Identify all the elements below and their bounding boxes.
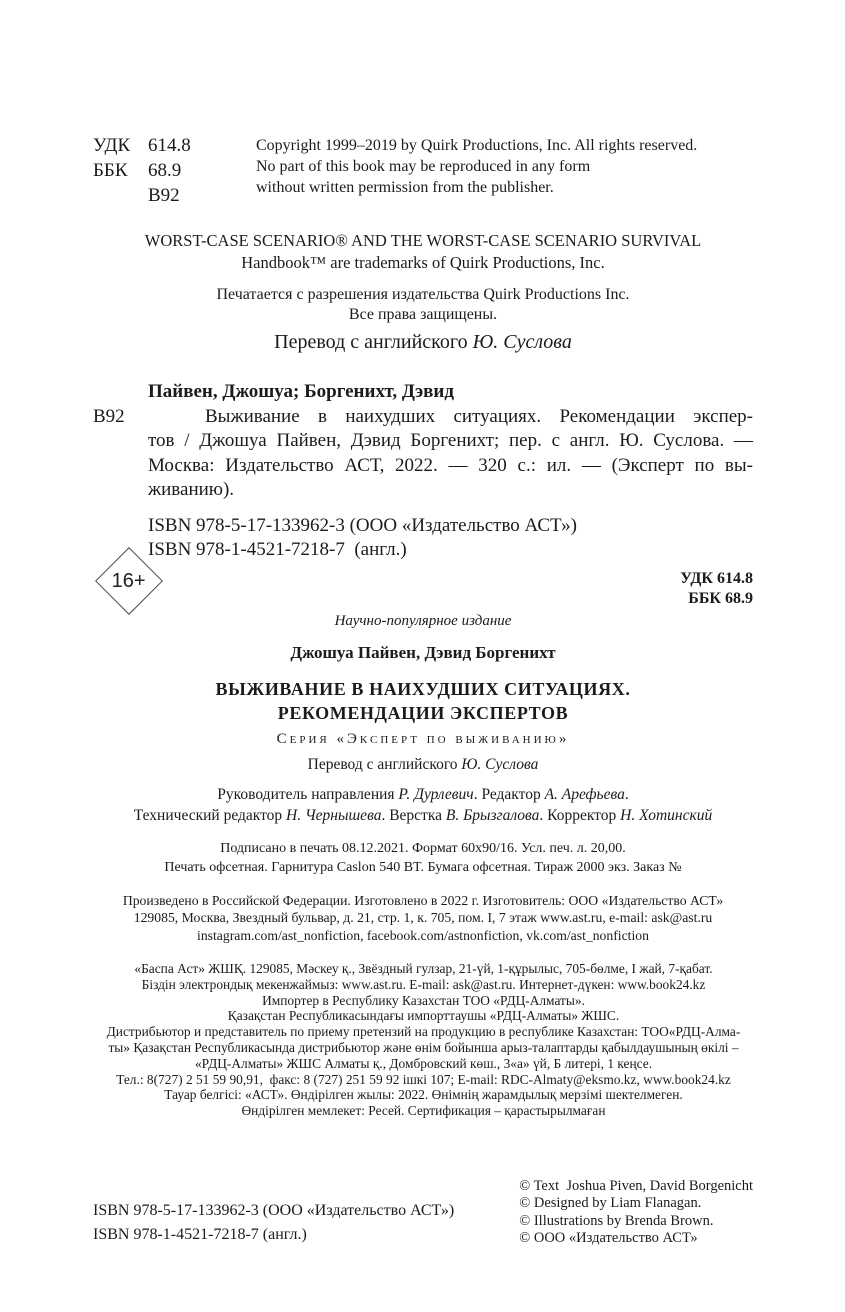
edition-block: [93, 613, 753, 826]
udk-right: УДК 614.8: [680, 569, 753, 587]
kz-line: «Баспа Аст» ЖШҚ. 129085, Мәскеу қ., Звёздный гулзар, 21-үй, 1-құрылыс, 705-бөлме, I жай, 7-қабат.: [134, 961, 713, 976]
kz-line: Тел.: 8(727) 2 51 59 90,91, факс: 8 (727) 251 59 92 ішкі 107; E-mail: RDC-Almaty@eksmo.kz, www.book24.kz: [116, 1071, 731, 1087]
copyright-line: © Illustrations by Brenda Brown.: [519, 1212, 714, 1229]
print-info: [93, 839, 753, 877]
trademark-line: WORST-CASE SCENARIO® AND THE WORST-CASE SCENARIO SURVIVAL: [144, 231, 702, 250]
copyright-line: without written permission from the publisher.: [256, 179, 554, 196]
permission-line: Печатается с разрешения издательства Quirk Productions Inc.: [216, 286, 630, 303]
staff-line: Технический редактор Н. Чернышева. Верстка В. Брызгалова. Корректор Н. Хотинский: [133, 806, 713, 824]
kz-line: Қазақстан Республикасындағы импорттаушы «РДЦ-Алматы» ЖШС.: [227, 1008, 620, 1024]
author-code-row: [93, 183, 256, 208]
isbn-line: ISBN 978-1-4521-7218-7 (англ.): [93, 1226, 307, 1244]
kz-line: Өндірілген мемлекет: Ресей. Сертификация – қарастырылмаған: [241, 1103, 606, 1119]
production-line: Произведено в Российской Федерации. Изготовлено в 2022 г. Изготовитель: ООО «Издательство АСТ»: [122, 892, 724, 908]
card-line: Выживание в наихудших ситуациях. Рекомендации экспер-: [205, 405, 753, 427]
print-info-line: Подписано в печать 08.12.2021. Формат 60x90/16. Усл. печ. л. 20,00.: [220, 840, 626, 856]
card-description: [148, 405, 753, 503]
kz-line: Біздін электрондық мекенжаймыз: www.ast.ru. E-mail: ask@ast.ru. Интернет-дүкен: www.book24.kz: [141, 976, 706, 992]
translator-name: Ю. Суслова: [472, 331, 572, 353]
trademark-line: Handbook™ are trademarks of Quirk Productions, Inc.: [241, 252, 605, 272]
age-rating-label: 16+: [112, 569, 146, 592]
footer-isbn-block: [93, 1199, 454, 1247]
isbn-line: ISBN 978-1-4521-7218-7 (англ.): [148, 539, 407, 560]
edition-authors: Джошуа Пайвен, Дэвид Боргенихт: [290, 642, 556, 662]
copyright-line: No part of this book may be reproduced in any form: [256, 158, 591, 175]
kz-line: Импортер в Республику Казахстан ТОО «РДЦ-Алматы».: [262, 992, 585, 1008]
bbk-right: ББК 68.9: [688, 589, 753, 607]
copyright-line: © ООО «Издательство АСТ»: [519, 1229, 698, 1246]
isbn-line: ISBN 978-5-17-133962-3 (ООО «Издательство АСТ»): [93, 1202, 455, 1220]
permission-line: Все права защищены.: [348, 306, 498, 323]
title-line: ВЫЖИВАНИЕ В НАИХУДШИХ СИТУАЦИЯХ.: [215, 678, 631, 699]
card-line: живанию).: [148, 479, 235, 500]
isbn-line: ISBN 978-5-17-133962-3 (ООО «Издательство АСТ»): [148, 514, 577, 536]
card-isbn-block: [148, 514, 753, 563]
trademark-notice: [93, 230, 753, 273]
permission-notice: [93, 285, 753, 325]
card-line: Москва: Издательство АСТ, 2022. — 320 с.: ил. — (Эксперт по вы-: [148, 454, 753, 476]
translation-credit: Перевод с английского Ю. Суслова: [274, 331, 572, 353]
copyright-line: © Text Joshua Piven, David Borgenicht: [519, 1177, 753, 1194]
kazakhstan-info: [83, 961, 764, 1119]
card-author-code: В92: [93, 405, 125, 427]
footer: [93, 1178, 753, 1247]
bbk-label: ББК: [93, 160, 128, 181]
kz-line: Тауар белгісі: «АСТ». Өндірілген жылы: 2022. Өнімнің жарамдылық мерзімі шектелмеген.: [164, 1087, 683, 1103]
print-info-line: Печать офсетная. Гарнитура Caslon 540 BT. Бумага офсетная. Тираж 2000 экз. Заказ №: [164, 859, 682, 875]
production-line: instagram.com/ast_nonfiction, facebook.com/astnonfiction, vk.com/ast_nonfiction: [197, 927, 649, 943]
book-title: [93, 677, 753, 725]
copyright-line: Copyright 1999–2019 by Quirk Productions, Inc. All rights reserved.: [256, 137, 698, 154]
udk-label: УДК: [93, 135, 131, 156]
translator-name: Ю. Суслова: [461, 755, 539, 773]
copyright-notice: [256, 133, 697, 198]
series-name: Серия «Эксперт по выживанию»: [276, 730, 570, 747]
classification-codes: [93, 133, 256, 208]
udk-value: 614.8: [148, 135, 191, 156]
catalog-card: [93, 380, 753, 609]
card-line: тов / Джошуа Пайвен, Дэвид Боргенихт; пер. с англ. Ю. Суслова. —: [148, 430, 753, 451]
udk-row: [93, 133, 256, 158]
footer-copyright-block: [519, 1178, 753, 1247]
edition-type: Научно-популярное издание: [334, 612, 512, 629]
card-authors: Пайвен, Джошуа; Боргенихт, Дэвид: [148, 381, 454, 402]
bbk-row: [93, 158, 256, 183]
card-classification-right: [93, 569, 753, 609]
production-info: [93, 892, 753, 945]
kz-line: ты» Қазақстан Республикасында дистрибьютор және өнім бойынша арыз-талаптарды қабылдаушының өкілі –: [108, 1039, 739, 1055]
copyright-line: © Designed by Liam Flanagan.: [519, 1195, 702, 1212]
top-section: [93, 133, 753, 208]
kz-line: Дистрибьютор и представитель по приему претензий на продукцию в республике Казахстан: ТОО«РДЦ-Алма-: [106, 1024, 741, 1040]
kz-line: «РДЦ-Алматы» ЖШС Алматы қ., Домбровский көш., 3«а» үй, Б литері, 1 кеңсе.: [194, 1055, 653, 1071]
title-line: РЕКОМЕНДАЦИИ ЭКСПЕРТОВ: [277, 702, 569, 723]
staff-line: Руководитель направления Р. Дурлевич. Редактор А. Арефьева.: [217, 785, 629, 803]
edition-translation-credit: Перевод с английского Ю. Суслова: [307, 755, 539, 773]
author-code: В92: [148, 185, 180, 206]
bbk-value: 68.9: [148, 160, 182, 181]
staff-credits: [93, 784, 753, 826]
card-body: [93, 405, 753, 503]
production-line: 129085, Москва, Звездный бульвар, д. 21, стр. 1, к. 705, пом. I, 7 этаж www.ast.ru, e-mail: ask@ast.ru: [133, 910, 713, 925]
